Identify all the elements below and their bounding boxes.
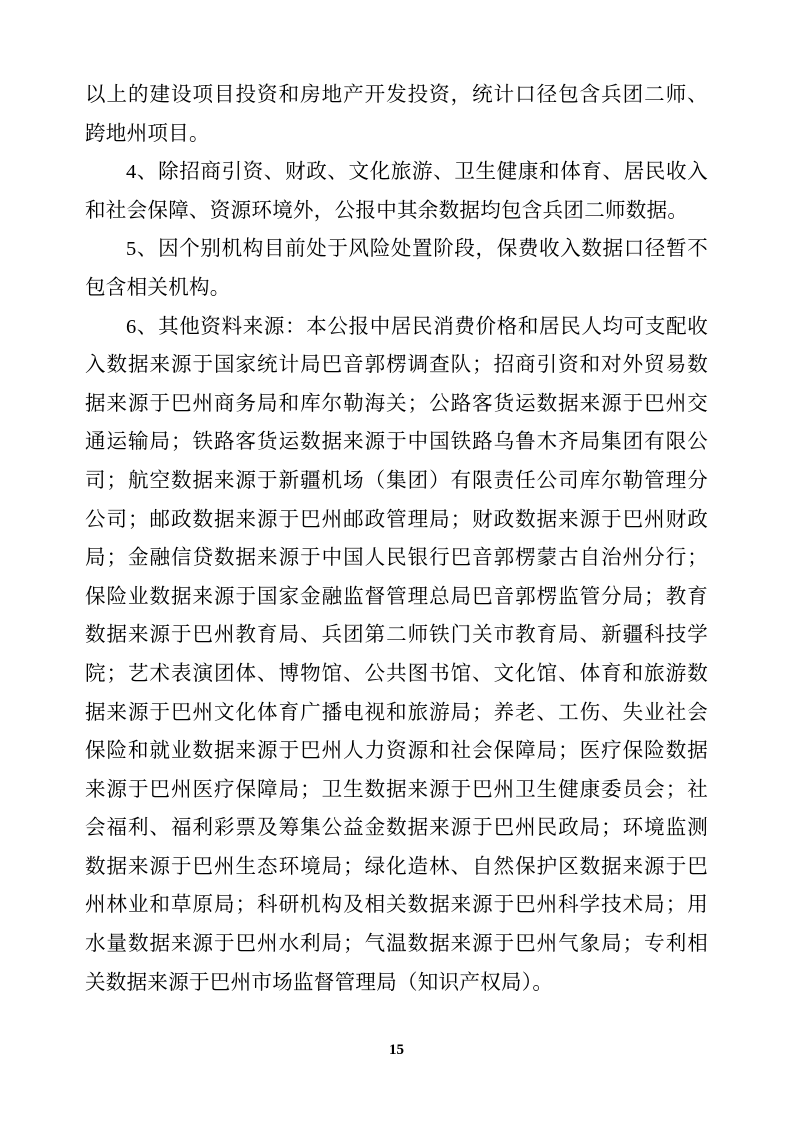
paragraph-continuation: 以上的建设项目投资和房地产开发投资，统计口径包含兵团二师、跨地州项目。 xyxy=(85,84,708,145)
paragraph-item-5: 5、因个别机构目前处于风险处置阶段，保费收入数据口径暂不包含相关机构。 xyxy=(85,238,708,299)
paragraph-item-4: 4、除招商引资、财政、文化旅游、卫生健康和体育、居民收入和社会保障、资源环境外，公报中其余数据均包含兵团二师数据。 xyxy=(85,161,708,222)
paragraph-item-6: 6、其他资料来源：本公报中居民消费价格和居民人均可支配收入数据来源于国家统计局巴音郭楞调查队；招商引资和对外贸易数据来源于巴州商务局和库尔勒海关；公路客货运数据来源于巴州交通运输局；铁路客货运数据来源于中国铁路乌鲁木齐局集团有限公司；航空数据来源于新疆机场（集团）有限责任公司库尔勒管理分公司；邮政数据来源于巴州邮政管理局；财政数据来源于巴州财政局；金融信贷数据来源于中国人民银行巴音郭楞蒙古自治州分行；保险业数据来源于国家金融监督管理总局巴音郭楞监管分局；教育数据来源于巴州教育局、兵团第二师铁门关市教育局、新疆科技学院；艺术表演团体、博物馆、公共图书馆、文化馆、体育和旅游数据来源于巴州文化体育广播电视和旅游局；养老、工伤、失业社会保险和就业数据来源于巴州人力资源和社会保障局；医疗保险数据来源于巴州医疗保障局；卫生数据来源于巴州卫生健康委员会；社会福利、福利彩票及筹集公益金数据来源于巴州民政局；环境监测数据来源于巴州生态环境局；绿化造林、自然保护区数据来源于巴州林业和草原局；科研机构及相关数据来源于巴州科学技术局；用水量数据来源于巴州水利局；气温数据来源于巴州气象局；专利相关数据来源于巴州市场监督管理局（知识产权局）。 xyxy=(85,315,708,994)
page-content xyxy=(85,76,708,1002)
page-number: 15 xyxy=(389,1042,404,1058)
